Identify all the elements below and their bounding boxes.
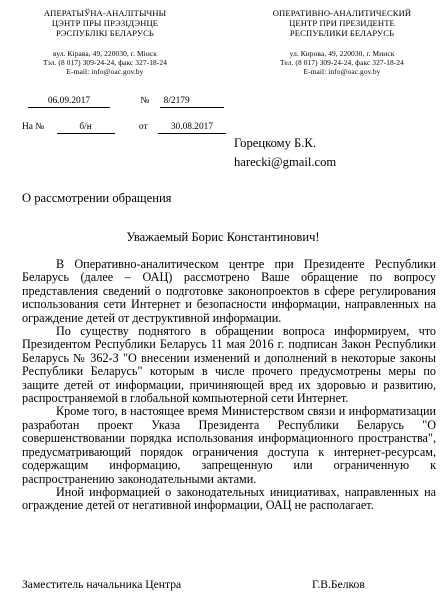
incoming-number: б/н	[57, 122, 115, 134]
signature-position: Заместитель начальника Центра	[22, 578, 182, 591]
paragraph-4: Иной информацией о законодательных инициативах, направленных на ограждение детей от негативной информации, ОАЦ не располагает.	[22, 484, 436, 513]
recipient-name: Горецкому Б.К.	[234, 136, 316, 150]
paragraph-1: В Оперативно-аналитическом центре при Президенте Республики Беларусь (далее – ОАЦ) рассмотрено Ваше обращение по вопросу представления сведений о подготовке законопроектов в сфере регулирования использования сети Интернет и безопасности информации, направленных на ограждение детей от деструктивной информации.	[22, 257, 436, 325]
incoming-prefix: На №	[22, 122, 45, 132]
paragraph-3: Кроме того, в настоящее время Министерством связи и информатизации разработан проект Указа Президента Республики Беларусь "О совершенствовании порядка использования информационного пространства", предусматривающий порядок ограничения доступа к интернет-ресурсам, содержащим информацию, запрещенную или ограниченную к распространению законодательными актами.	[22, 404, 436, 486]
incoming-reference	[22, 122, 226, 134]
org-name-belarusian: АПЕРАТЫЎНА-АНАЛІТЫЧНЫ ЦЭНТР ПРЫ ПРЭЗІДЭНЦЕ РЭСПУБЛІКІ БЕЛАРУСЬ	[43, 8, 167, 38]
subject-line: О рассмотрении обращения	[22, 191, 172, 205]
outgoing-number: 8/2179	[160, 96, 224, 108]
recipient-email: harecki@gmail.com	[234, 155, 337, 169]
letter-body	[22, 258, 436, 513]
signature-name: Г.В.Белков	[312, 578, 365, 591]
outgoing-date: 06.09.2017	[28, 96, 110, 108]
outgoing-number-label: №	[140, 96, 150, 106]
address-russian: ул. Кирова, 49, 220030, г. Минск Тел. (8 017) 309-24-24, факс 327-18-24 E-mail: info@oac.gov.by	[280, 49, 404, 76]
paragraph-2: По существу поднятого в обращении вопроса информируем, что Президентом Республики Беларусь 11 мая 2016 г. подписан Закон Республики Беларусь № 362-З "О внесении изменений и дополнений в некоторые законы Республики Беларусь" которым в числе прочего предусмотрены меры по защите детей от информации, причиняющей вред их здоровью и развитию, распространяемой в глобальной компьютерной сети Интернет.	[22, 324, 436, 406]
header-left	[20, 8, 190, 76]
header-right	[252, 8, 432, 76]
org-name-russian: ОПЕРАТИВНО-АНАЛИТИЧЕСКИЙ ЦЕНТР ПРИ ПРЕЗИДЕНТЕ РЕСПУБЛИКИ БЕЛАРУСЬ	[272, 8, 412, 38]
incoming-from-label: от	[138, 122, 148, 132]
address-belarusian: вул. Кірава, 49, 220030, г. Мінск Тэл. (8 017) 309-24-24, факс 327-18-24 E-mail: info@oac.gov.by	[42, 49, 167, 76]
salutation: Уважаемый Борис Константинович!	[126, 230, 320, 244]
incoming-date: 30.08.2017	[158, 122, 226, 134]
outgoing-reference	[28, 96, 224, 108]
